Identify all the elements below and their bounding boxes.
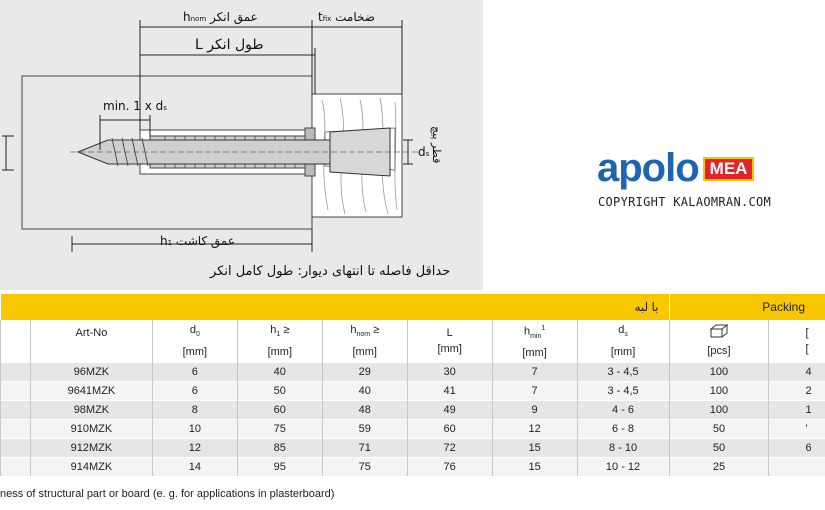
table-cell: 12 — [492, 420, 577, 439]
table-cell: 6 — [152, 363, 237, 382]
table-cell: 9 — [492, 401, 577, 420]
header-art-no: Art-No — [30, 320, 152, 363]
table-cell: 50 — [669, 439, 769, 458]
table-cell: 71 — [322, 439, 407, 458]
row-blank — [1, 420, 31, 439]
table-row — [1, 382, 825, 401]
label-tfix: tfix ضخامت — [318, 10, 375, 24]
table-cell: 8 - 10 — [577, 439, 669, 458]
table-cell: 15 — [492, 458, 577, 477]
brand-badge: MEA — [703, 157, 755, 181]
row-blank — [1, 363, 31, 382]
table-cell: 3 - 4,5 — [577, 363, 669, 382]
table-cell: 49 — [407, 401, 492, 420]
table-cell: 50 — [237, 382, 322, 401]
label-screw-diameter: قطر پیچ — [430, 126, 443, 164]
table-cell: 40 — [322, 382, 407, 401]
table-cell: 98MZK — [30, 401, 152, 420]
table-cell: 75 — [322, 458, 407, 477]
table-cell: 50 — [669, 420, 769, 439]
header-hmin: $h_{min}^1$ [mm] — [492, 320, 577, 363]
table-cell: 10 — [152, 420, 237, 439]
table-row — [1, 458, 825, 477]
header-h1: $h_1$ ≥ [mm] — [237, 320, 322, 363]
table-cell: 7 — [492, 382, 577, 401]
copyright-text: COPYRIGHT KALAOMRAN.COM — [598, 195, 772, 209]
table-cell: 48 — [322, 401, 407, 420]
table-cell: 76 — [407, 458, 492, 477]
header-blank — [1, 320, 31, 363]
table-cell: 30 — [407, 363, 492, 382]
table-cell: 1 — [769, 401, 825, 420]
table-cell: 96MZK — [30, 363, 152, 382]
table-cell: 95 — [237, 458, 322, 477]
row-blank — [1, 439, 31, 458]
table-row — [1, 401, 825, 420]
table-cell: 40 — [237, 363, 322, 382]
row-blank — [1, 382, 31, 401]
table-cell: 100 — [669, 401, 769, 420]
box-icon — [709, 324, 729, 338]
label-hnom: hnom عمق انکر — [183, 10, 258, 24]
table-cell: 12 — [152, 439, 237, 458]
table-cell: 14 — [152, 458, 237, 477]
table-cell: 15 — [492, 439, 577, 458]
table-cell: 100 — [669, 363, 769, 382]
header-d0: $d_0$ [mm] — [152, 320, 237, 363]
table-row — [1, 363, 825, 382]
row-blank — [1, 401, 31, 420]
table-cell: 60 — [407, 420, 492, 439]
table-cell: 914MZK — [30, 458, 152, 477]
packing-title: Packing — [669, 294, 825, 320]
table-body — [1, 363, 825, 477]
table-header-row — [1, 320, 825, 363]
table-cell: 29 — [322, 363, 407, 382]
section-title: با لبه — [1, 294, 670, 320]
table-cell: 9641MZK — [30, 382, 152, 401]
table-cell: 100 — [669, 382, 769, 401]
brand-logo — [597, 146, 754, 191]
table-cell: 75 — [237, 420, 322, 439]
table-cell: 59 — [322, 420, 407, 439]
table-cell: 4 — [769, 363, 825, 382]
table-cell: 3 - 4,5 — [577, 382, 669, 401]
table-cell: ' — [769, 420, 825, 439]
label-h1: h1 عمق کاشت — [160, 234, 236, 248]
table-cell: 6 — [152, 382, 237, 401]
table-cell: 60 — [237, 401, 322, 420]
table-cell: 25 — [669, 458, 769, 477]
label-min-depth: min. 1 x ds — [103, 99, 167, 113]
table-cell: 910MZK — [30, 420, 152, 439]
table-cell: 85 — [237, 439, 322, 458]
label-ds: ds — [418, 145, 430, 159]
table-cell: 2 — [769, 382, 825, 401]
table-cell: 10 - 12 — [577, 458, 669, 477]
table-cell: 6 — [769, 439, 825, 458]
header-ds: $d_s$ [mm] — [577, 320, 669, 363]
table-row — [1, 439, 825, 458]
label-anchor-length: L طول انکر — [195, 37, 264, 53]
table-cell: 7 — [492, 363, 577, 382]
header-pcs: [pcs] — [669, 320, 769, 363]
table-cell: 6 - 8 — [577, 420, 669, 439]
diagram-caption: حداقل فاصله تا انتهای دیوار: طول کامل انکر — [210, 264, 451, 279]
table-cell — [769, 458, 825, 477]
brand-name: apolo — [597, 146, 699, 190]
table-cell: 8 — [152, 401, 237, 420]
table-cell: 4 - 6 — [577, 401, 669, 420]
header-L: L [mm] — [407, 320, 492, 363]
header-extra: [ [ — [769, 320, 825, 363]
row-blank — [1, 458, 31, 477]
table-row — [1, 420, 825, 439]
table-cell: 912MZK — [30, 439, 152, 458]
table-cell: 72 — [407, 439, 492, 458]
table-cell: 41 — [407, 382, 492, 401]
header-hnom: $h_{nom}$ ≥ [mm] — [322, 320, 407, 363]
product-table — [0, 294, 825, 476]
footnote: ness of structural part or board (e. g. for applications in plasterboard) — [0, 488, 335, 500]
